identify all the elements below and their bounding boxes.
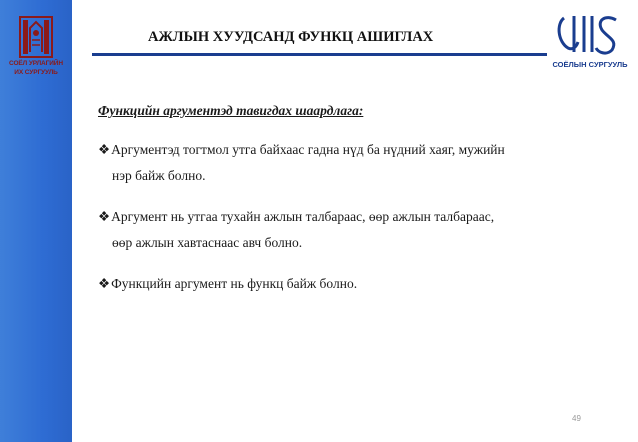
bullet-text-line2: нэр байж болно. — [112, 168, 206, 183]
university-logo-line2: ИХ СУРГУУЛЬ — [14, 69, 58, 76]
university-logo — [6, 16, 66, 80]
requirements-heading: Функцийн аргументэд тавигдах шаардлага: — [98, 103, 364, 118]
slide-content — [98, 103, 610, 312]
bullet-item — [98, 137, 610, 189]
title-underline — [92, 53, 547, 56]
bullet-text-line2: өөр ажлын хавтаснаас авч болно. — [112, 235, 303, 250]
school-logo-caption: СОЁЛЫН СУРГУУЛЬ — [552, 60, 628, 69]
bullet-item — [98, 271, 610, 297]
left-sidebar-band — [0, 0, 72, 442]
school-logo — [548, 12, 632, 84]
slide-title: АЖЛЫН ХУУДСАНД ФУНКЦ АШИГЛАХ — [148, 29, 434, 45]
bullet-item — [98, 204, 610, 256]
university-emblem-icon — [19, 16, 53, 58]
diamond-bullet-icon: ❖ — [98, 276, 111, 291]
diamond-bullet-icon: ❖ — [98, 142, 111, 157]
bullet-text-line1: Аргумент нь утгаа тухайн ажлын талбараас, өөр ажлын талбараас, — [111, 209, 495, 224]
bullet-text-line1: Функцийн аргумент нь функц байж болно. — [111, 276, 358, 291]
school-emblem-icon — [554, 12, 626, 58]
diamond-bullet-icon: ❖ — [98, 209, 111, 224]
university-logo-line1: СОЁЛ УРЛАГИЙН — [9, 60, 63, 67]
bullet-text-line1: Аргументэд тогтмол утга байхаас гадна нүд ба нүдний хаяг, мужийн — [111, 142, 505, 157]
page-number: 49 — [572, 414, 581, 423]
